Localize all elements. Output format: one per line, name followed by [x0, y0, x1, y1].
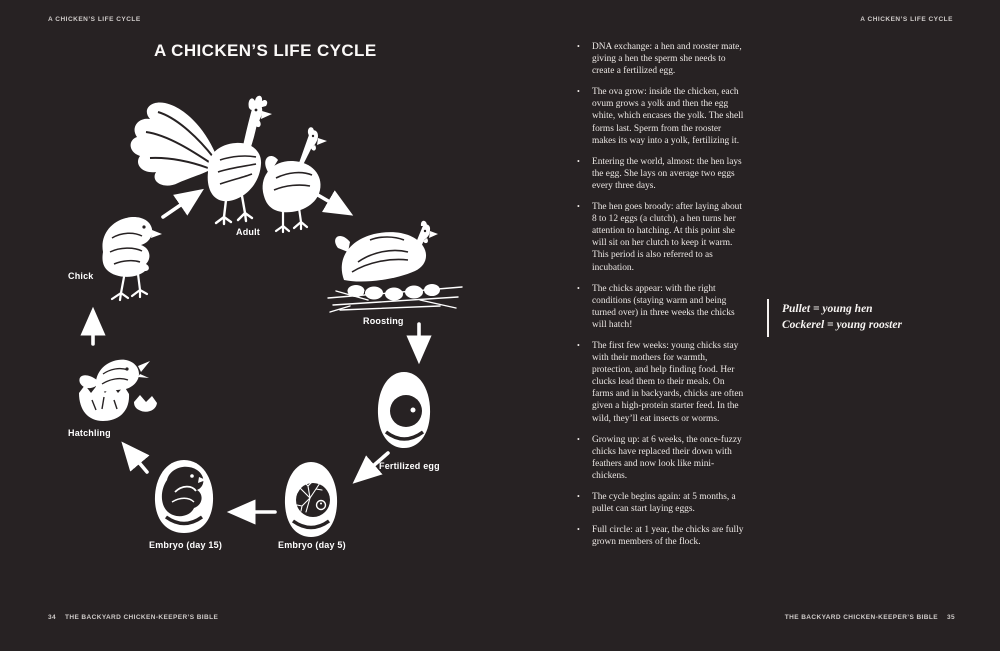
- running-head-left: A CHICKEN’S LIFE CYCLE: [48, 16, 141, 23]
- label-roosting: Roosting: [363, 316, 404, 326]
- arrow-embryo15-to-hatchling: [126, 447, 147, 472]
- bullet-item-entering-world: [577, 156, 747, 192]
- bullet-item-full-circle: [577, 524, 747, 548]
- page-title: A CHICKEN’S LIFE CYCLE: [154, 41, 377, 60]
- label-embryo-day15: Embryo (day 15): [149, 540, 223, 550]
- bullet-dot: •: [577, 434, 580, 444]
- hatchling-illustration: [79, 360, 157, 421]
- bullet-dot: •: [577, 87, 580, 97]
- bullet-text: The ova grow: inside the chicken, each ovum grows a yolk and then the egg white, which encases the yolk. The shell forms last. Sperm from the rooster makes its way into a yolk, fertilizing it.: [592, 87, 744, 146]
- bullet-item-growing-up: [577, 434, 747, 482]
- embryo-day15-illustration: [155, 460, 213, 533]
- definition-sidenote: [767, 299, 962, 337]
- sidenote-line-cockerel: Cockerel = young rooster: [782, 319, 902, 331]
- bullet-item-dna-exchange: [577, 41, 747, 77]
- bullet-item-cycle-begins: [577, 491, 747, 515]
- footer-book-title: THE BACKYARD CHICKEN-KEEPER’S BIBLE: [784, 614, 938, 621]
- bullet-dot: •: [577, 42, 580, 51]
- page-number-right: 35: [946, 614, 955, 621]
- bullet-text: The first few weeks: young chicks stay with their mothers for warmth, protection, and help finding food. Her clucks lead them to their meals. On farms and in backyards, chicks are often given a high-protein starter feed. In the wild, they’ll eat insects or worms.: [592, 340, 744, 424]
- sidenote-line-pullet: Pullet = young hen: [782, 303, 873, 315]
- footer-book-title: THE BACKYARD CHICKEN-KEEPER’S BIBLE: [65, 614, 219, 621]
- bullet-dot: •: [577, 202, 580, 212]
- chick-illustration: [102, 217, 162, 300]
- bullet-dot: •: [577, 525, 580, 535]
- bullet-text: The hen goes broody: after laying about 8 to 12 eggs (a clutch), a hen turns her attention to hatching. At this point she will sit on her clutch to keep it warm. This period is also referred to as incubation.: [592, 202, 742, 273]
- hen-illustration: [263, 127, 327, 232]
- bullet-item-chicks-appear: [577, 283, 747, 331]
- bullet-list: [577, 41, 747, 557]
- arrow-chick-to-adult: [163, 193, 198, 217]
- bullet-dot: •: [577, 283, 580, 293]
- roosting-hen-illustration: [328, 221, 462, 312]
- embryo-day5-illustration: [285, 462, 337, 537]
- bullet-text: Full circle: at 1 year, the chicks are fully grown members of the flock.: [592, 525, 744, 548]
- bullet-item-broody: [577, 201, 747, 274]
- bullet-text: Entering the world, almost: the hen lays the egg. She lays on average two eggs every three days.: [592, 156, 742, 191]
- running-head-right: A CHICKEN’S LIFE CYCLE: [860, 16, 953, 23]
- label-adult: Adult: [236, 227, 260, 237]
- bullet-item-first-weeks: [577, 340, 747, 425]
- bullet-dot: •: [577, 492, 580, 501]
- label-hatchling: Hatchling: [68, 428, 111, 438]
- page-number-left: 34: [48, 614, 57, 621]
- footer-right: [785, 614, 955, 621]
- label-chick: Chick: [68, 271, 94, 281]
- bullet-text: The chicks appear: with the right conditions (staying warm and being turned over) in three weeks the chicks will hatch!: [592, 283, 735, 330]
- bullet-text: Growing up: at 6 weeks, the once-fuzzy chicks have replaced their down with feathers and now look like mini-chickens.: [592, 434, 742, 481]
- label-embryo-day5: Embryo (day 5): [278, 540, 346, 550]
- rooster-illustration: [131, 96, 272, 224]
- footer-left: [48, 614, 218, 621]
- bullet-dot: •: [577, 156, 580, 166]
- bullet-item-ova-grow: [577, 86, 747, 146]
- bullet-dot: •: [577, 340, 580, 350]
- bullet-text: The cycle begins again: at 5 months, a pullet can start laying eggs.: [592, 492, 736, 515]
- fertilized-egg-illustration: [378, 372, 430, 448]
- bullet-text: DNA exchange: a hen and rooster mate, giving a hen the sperm she needs to create a fertilized egg.: [592, 42, 742, 77]
- label-fertilized-egg: Fertilized egg: [379, 461, 440, 471]
